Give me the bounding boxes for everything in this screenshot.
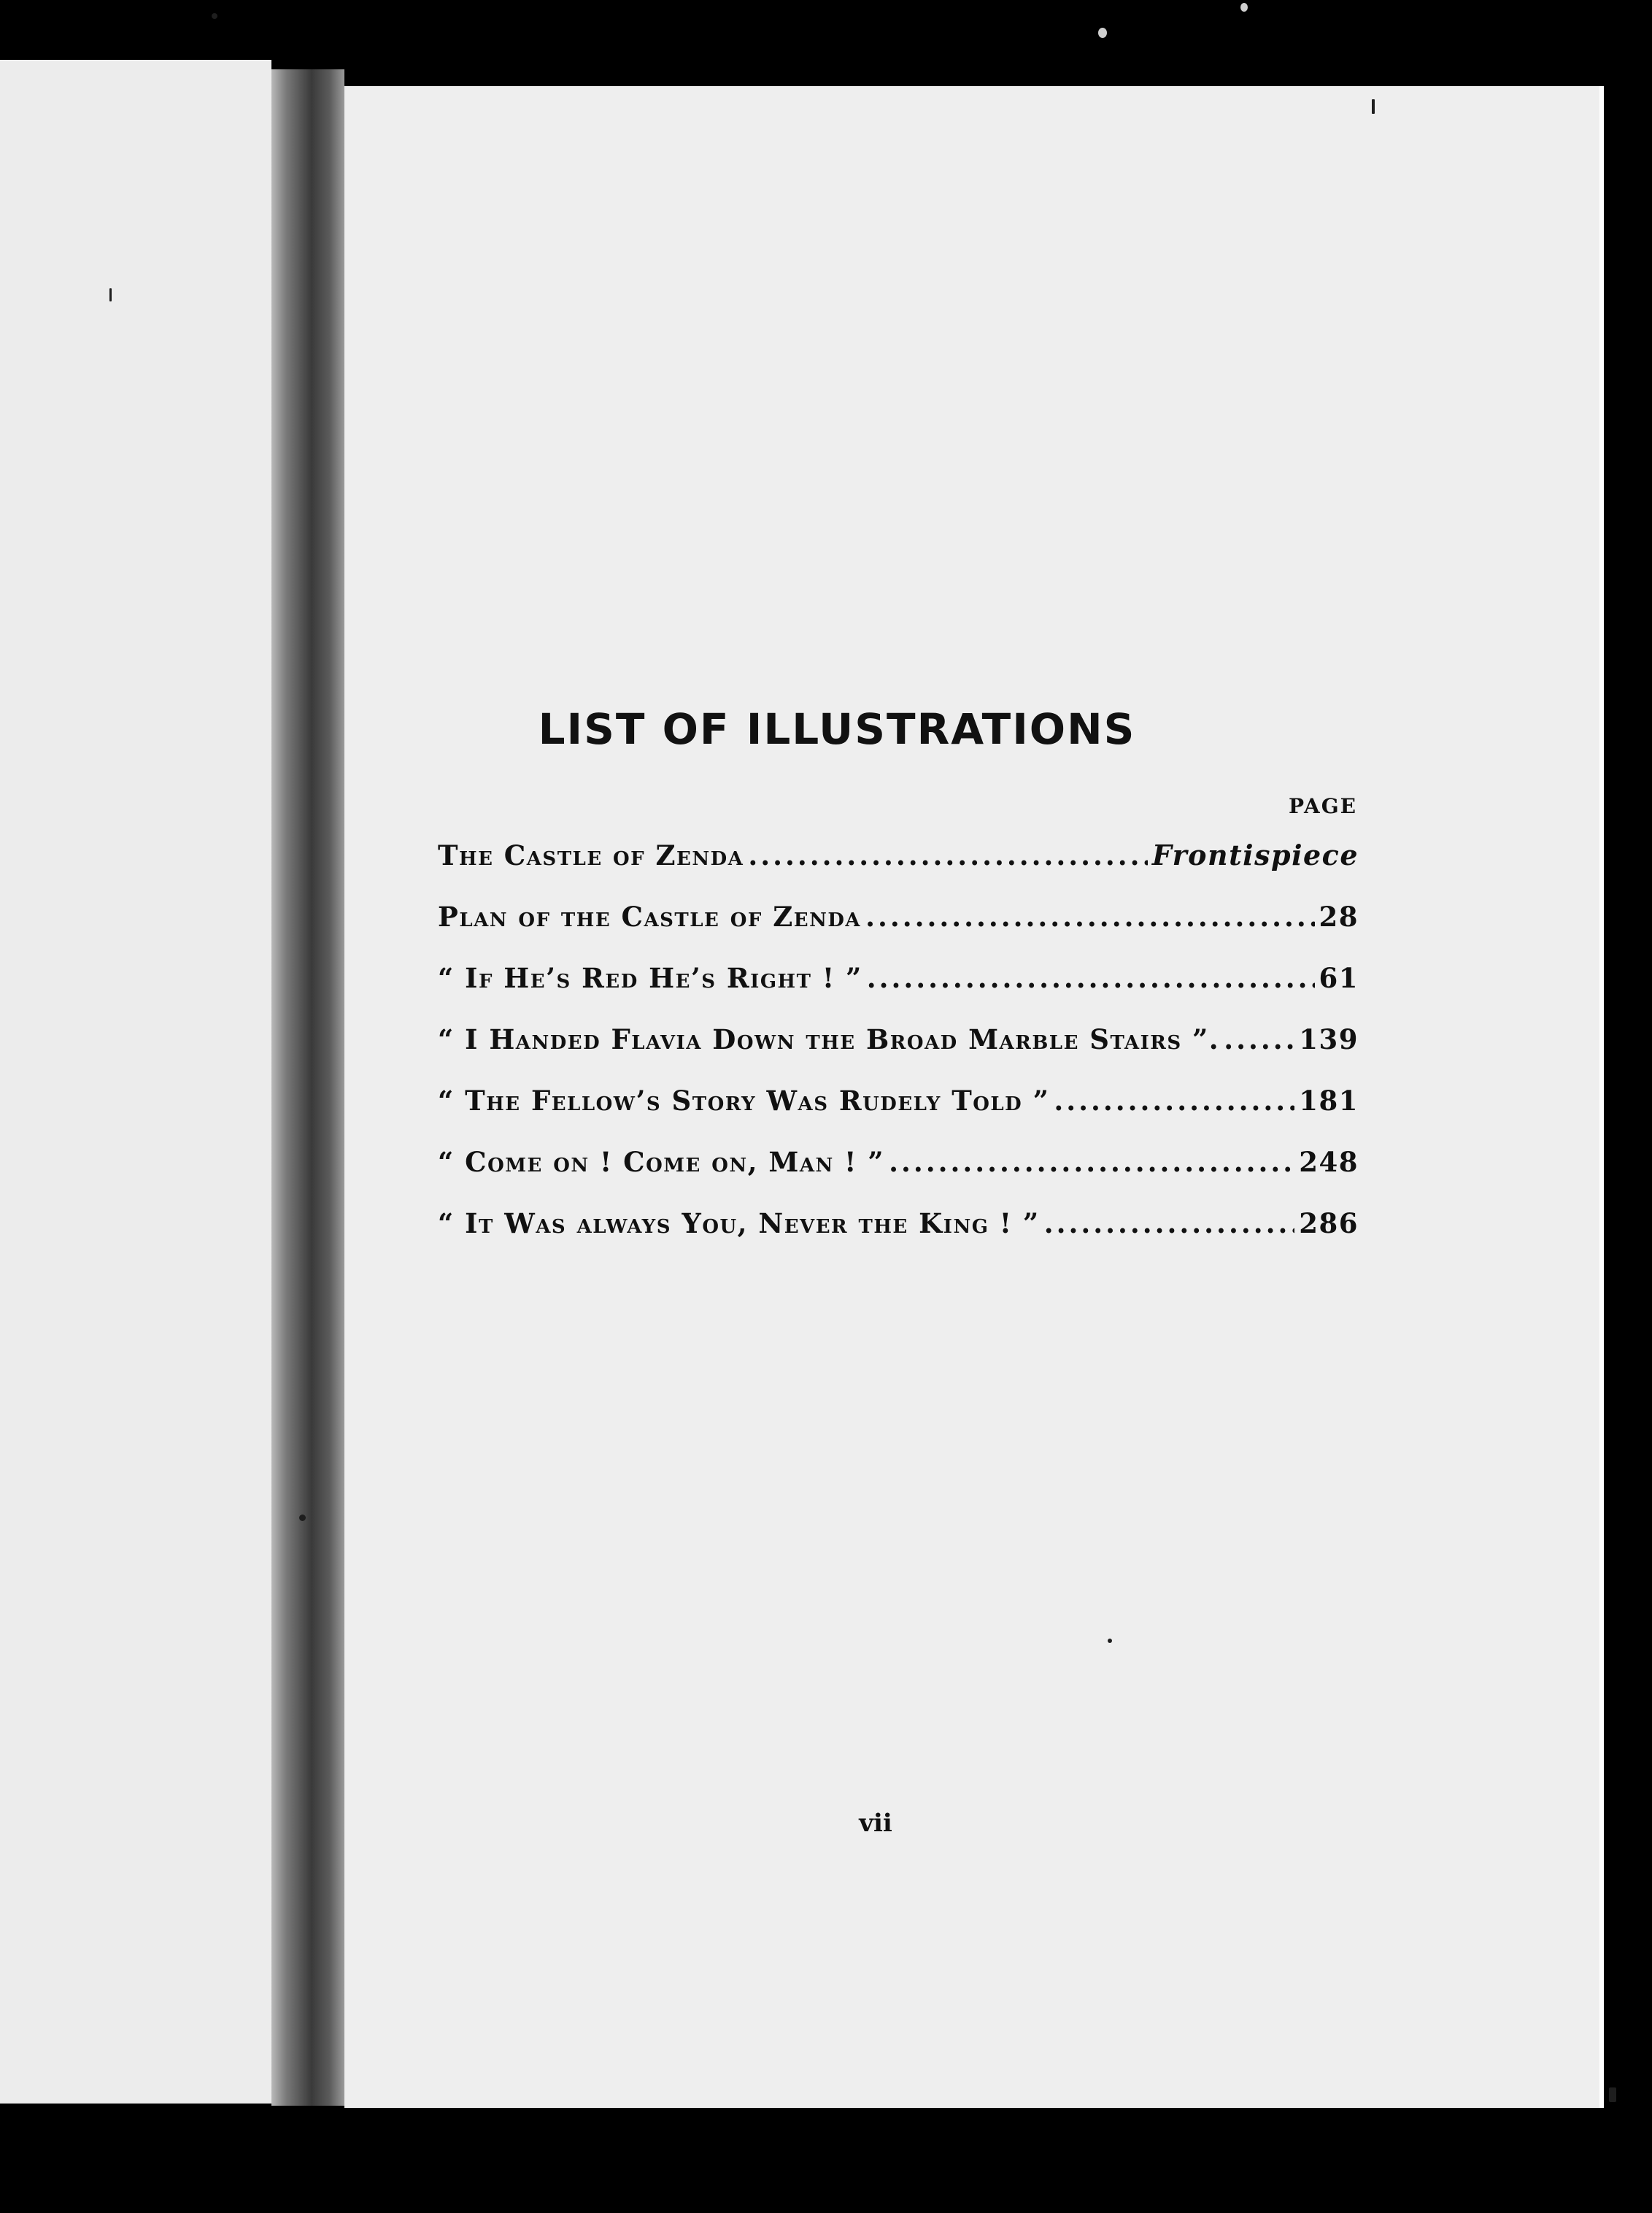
entry-page: 248 <box>1299 1146 1359 1178</box>
list-item <box>438 1055 1359 1117</box>
scan-speck <box>109 288 112 301</box>
entry-caption: “ If He’s Red He’s Right ! ” <box>438 962 862 994</box>
entry-page: Frontispiece <box>1151 839 1359 871</box>
list-item <box>438 933 1359 994</box>
dot-leader <box>1044 1207 1295 1239</box>
dot-leader <box>867 962 1315 994</box>
entry-caption: “ The Fellow’s Story Was Rudely Told ” <box>438 1085 1050 1117</box>
entry-caption: “ Come on ! Come on, Man ! ” <box>438 1146 885 1178</box>
scan-speck <box>1098 28 1107 38</box>
entry-page: 139 <box>1299 1023 1359 1055</box>
page-edge <box>1599 86 1604 2108</box>
list-item <box>438 1117 1359 1178</box>
entry-caption: “ I Handed Flavia Down the Broad Marble Stairs ”. <box>438 1023 1220 1055</box>
entry-page: 61 <box>1319 962 1359 994</box>
dot-leader <box>748 839 1147 871</box>
entry-caption: “ It Was always You, Never the King ! ” <box>438 1207 1040 1239</box>
scan-speck <box>1609 2087 1616 2102</box>
page-number: vii <box>859 1809 892 1838</box>
entry-page: 286 <box>1299 1207 1359 1239</box>
scan-speck <box>1240 3 1248 12</box>
scan-speck <box>212 13 217 19</box>
entry-page: 28 <box>1319 901 1359 933</box>
dot-leader <box>1224 1023 1294 1055</box>
illustrations-list <box>438 810 1359 1239</box>
page-column-header: PAGE <box>1289 794 1357 818</box>
book-gutter <box>271 69 344 2106</box>
scan-speck <box>1372 99 1375 114</box>
entry-page: 181 <box>1299 1085 1359 1117</box>
dot-leader <box>1054 1085 1294 1117</box>
entry-caption: Plan of the Castle of Zenda <box>438 901 862 933</box>
list-item <box>438 871 1359 933</box>
page-title: LIST OF ILLUSTRATIONS <box>538 704 1136 754</box>
scan-speck <box>299 1515 306 1521</box>
list-item <box>438 1178 1359 1239</box>
dot-leader <box>889 1146 1294 1178</box>
list-item <box>438 994 1359 1055</box>
list-item <box>438 810 1359 871</box>
dot-leader <box>865 901 1314 933</box>
left-page <box>0 60 271 2104</box>
scan-speck <box>1108 1639 1112 1643</box>
entry-caption: The Castle of Zenda <box>438 839 744 871</box>
